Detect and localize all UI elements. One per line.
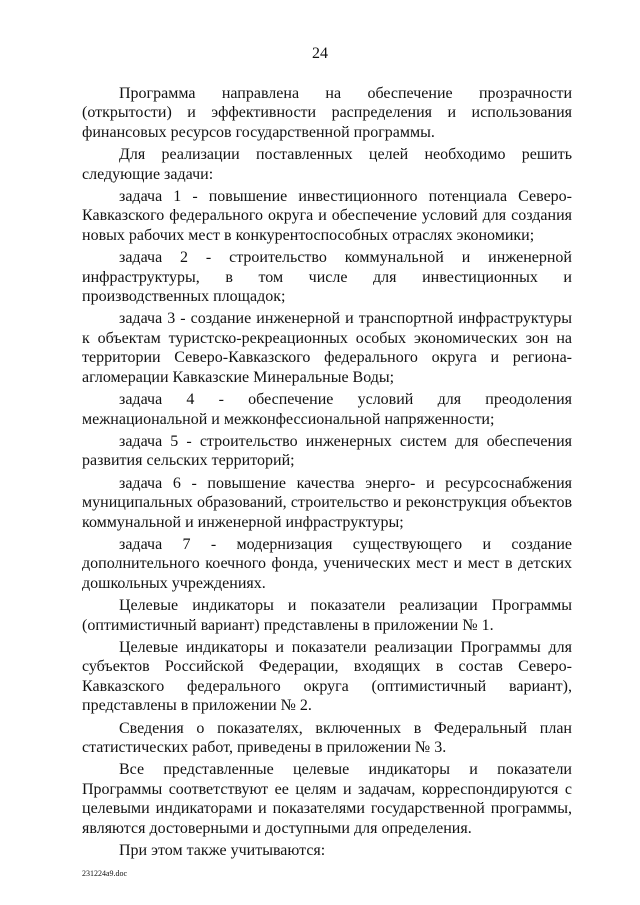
paragraph-task-1: задача 1 - повышение инвестиционного потенциала Северо-Кавказского федерального округа и обеспечение условий для создания новых рабочих мест в конкурентоспособных отраслях экономики; <box>82 188 572 244</box>
document-file-code: 231224a9.doc <box>82 869 128 878</box>
paragraph-program-purpose: Программа направлена на обеспечение прозрачности (открытости) и эффективности распределения и использования финансовых ресурсов государственной программы. <box>82 85 572 141</box>
paragraph-appendix-1: Целевые индикаторы и показатели реализации Программы (оптимистичный вариант) представлены в приложении № 1. <box>82 597 572 634</box>
paragraph-appendix-3: Сведения о показателях, включенных в Федеральный план статистических работ, приведены в приложении № 3. <box>82 719 572 756</box>
paragraph-task-4: задача 4 - обеспечение условий для преодоления межнациональной и межконфессиональной напряженности; <box>82 391 572 428</box>
paragraph-tasks-intro: Для реализации поставленных целей необходимо решить следующие задачи: <box>82 146 572 183</box>
document-body <box>82 84 572 860</box>
page-number: 24 <box>312 45 328 62</box>
paragraph-indicators-consistency: Все представленные целевые индикаторы и показатели Программы соответствуют ее целям и задачам, корреспондируются с целевыми индикаторами и показателями государственной программы, являются достоверными и доступными для определения. <box>82 761 572 837</box>
paragraph-task-7: задача 7 - модернизация существующего и создание дополнительного коечного фонда, ученических мест и мест в детских дошкольных учреждениях. <box>82 535 572 592</box>
paragraph-task-5: задача 5 - строительство инженерных систем для обеспечения развития сельских территорий; <box>82 432 572 470</box>
paragraph-task-2: задача 2 - строительство коммунальной и инженерной инфраструктуры, в том числе для инвестиционных и производственных площадок; <box>82 249 572 306</box>
paragraph-appendix-2: Целевые индикаторы и показатели реализации Программы для субъектов Российской Федерации, входящих в состав Северо-Кавказского федерального округа (оптимистичный вариант), представлены в приложении № 2. <box>82 638 572 715</box>
paragraph-task-6: задача 6 - повышение качества энерго- и ресурсоснабжения муниципальных образований, строительство и реконструкция объектов коммунальной и инженерной инфраструктуры; <box>82 474 572 531</box>
paragraph-also-considered: При этом также учитываются: <box>119 842 326 860</box>
paragraph-task-3: задача 3 - создание инженерной и транспортной инфраструктуры к объектам туристско-рекреационных особых экономических зон на территории Северо-Кавказского федерального округа и региона-агломерации Кавказские Минеральные Воды; <box>82 310 572 386</box>
